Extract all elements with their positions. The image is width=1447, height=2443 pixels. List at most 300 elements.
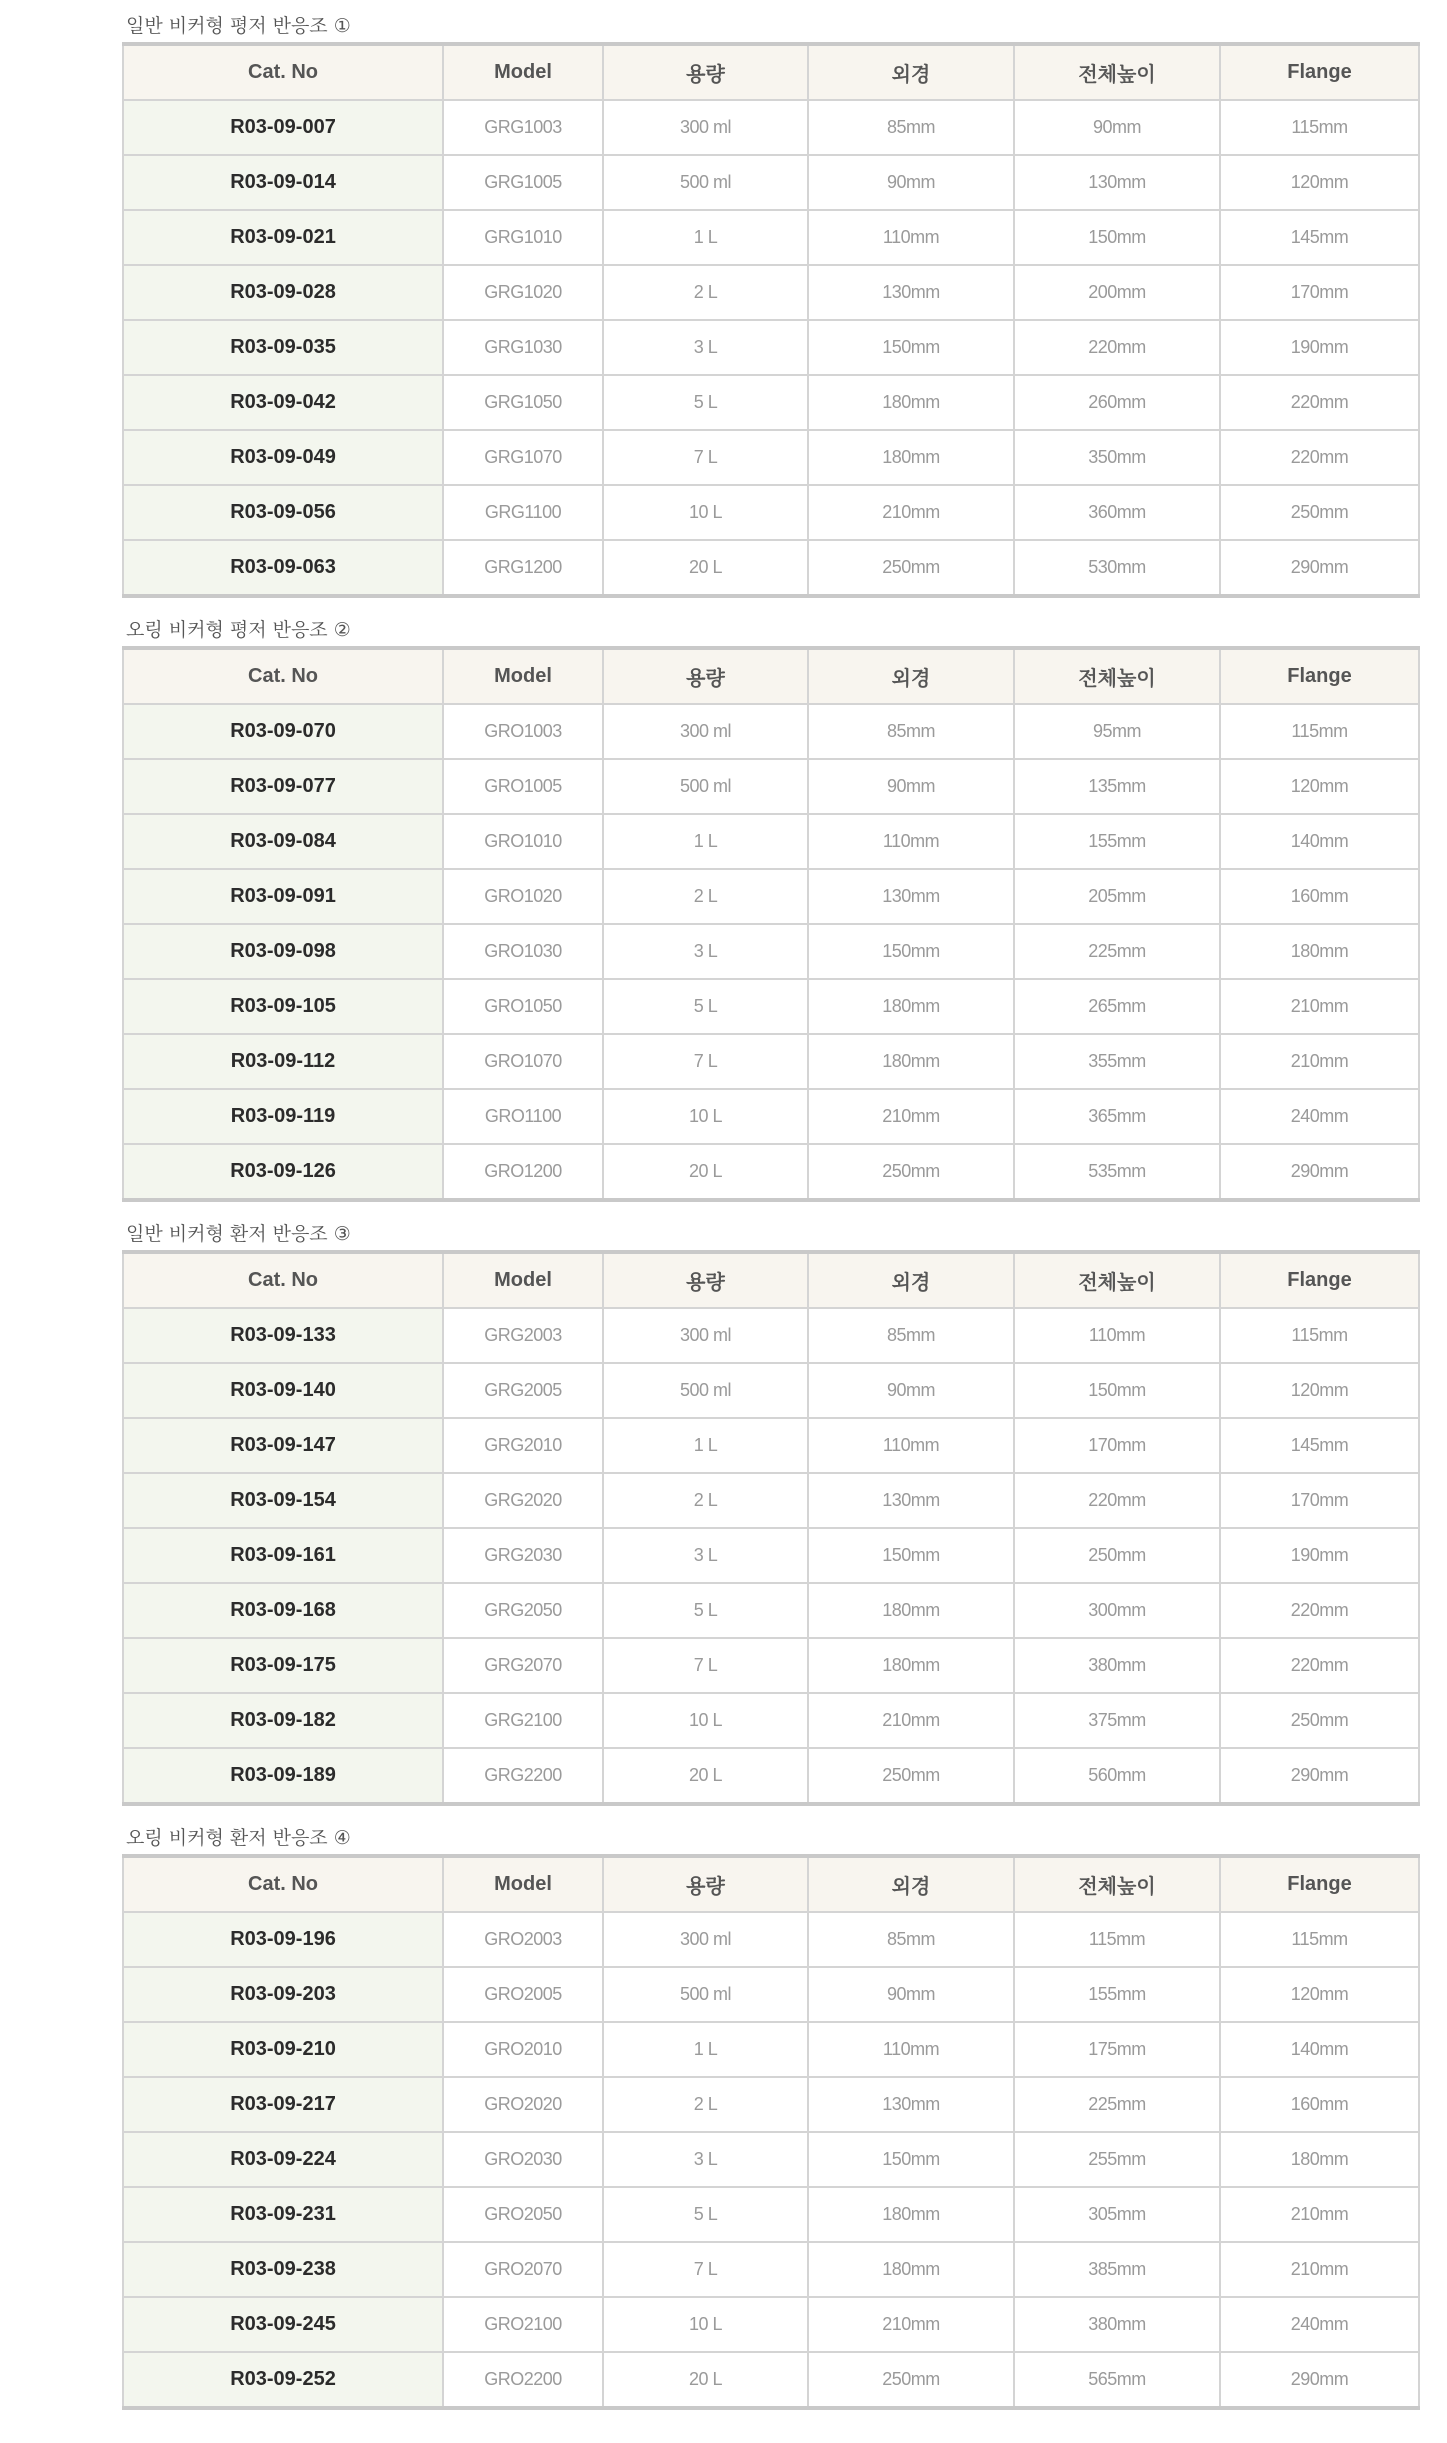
table-row: [123, 1693, 1419, 1748]
cell-cat-no: R03-09-119: [123, 1089, 443, 1144]
cell-cat-no: R03-09-042: [123, 375, 443, 430]
table-row: [123, 1748, 1419, 1804]
cell-capacity: 10 L: [603, 2297, 808, 2352]
cell-flange: 210mm: [1220, 2242, 1419, 2297]
cell-outer-diameter: 150mm: [808, 320, 1014, 375]
cell-outer-diameter: 110mm: [808, 2022, 1014, 2077]
cell-total-height: 380mm: [1014, 1638, 1220, 1693]
table-header: [123, 1856, 1419, 1912]
cell-flange: 290mm: [1220, 1748, 1419, 1804]
cell-flange: 115mm: [1220, 1308, 1419, 1363]
cell-capacity: 1 L: [603, 2022, 808, 2077]
cell-cat-no: R03-09-105: [123, 979, 443, 1034]
cell-cat-no: R03-09-182: [123, 1693, 443, 1748]
cell-outer-diameter: 110mm: [808, 814, 1014, 869]
cell-flange: 170mm: [1220, 1473, 1419, 1528]
column-header-cat-no: Cat. No: [123, 1252, 443, 1308]
cell-outer-diameter: 210mm: [808, 1089, 1014, 1144]
cell-flange: 210mm: [1220, 2187, 1419, 2242]
column-header-cat-no: Cat. No: [123, 44, 443, 100]
cell-model: GRG2003: [443, 1308, 603, 1363]
cell-capacity: 7 L: [603, 1034, 808, 1089]
cell-total-height: 205mm: [1014, 869, 1220, 924]
cell-outer-diameter: 90mm: [808, 155, 1014, 210]
column-header-model: Model: [443, 648, 603, 704]
cell-total-height: 560mm: [1014, 1748, 1220, 1804]
cell-cat-no: R03-09-014: [123, 155, 443, 210]
column-header-flange: Flange: [1220, 44, 1419, 100]
cell-total-height: 130mm: [1014, 155, 1220, 210]
cell-outer-diameter: 180mm: [808, 1583, 1014, 1638]
cell-cat-no: R03-09-049: [123, 430, 443, 485]
cell-outer-diameter: 90mm: [808, 759, 1014, 814]
table-row: [123, 155, 1419, 210]
cell-model: GRO2005: [443, 1967, 603, 2022]
cell-total-height: 115mm: [1014, 1912, 1220, 1967]
cell-cat-no: R03-09-028: [123, 265, 443, 320]
cell-model: GRO1030: [443, 924, 603, 979]
cell-cat-no: R03-09-091: [123, 869, 443, 924]
cell-outer-diameter: 90mm: [808, 1363, 1014, 1418]
cell-capacity: 300 ml: [603, 1912, 808, 1967]
cell-capacity: 1 L: [603, 210, 808, 265]
table-body: [123, 100, 1419, 596]
table-body: [123, 1912, 1419, 2408]
table-row: [123, 2297, 1419, 2352]
cell-model: GRO2050: [443, 2187, 603, 2242]
table-row: [123, 1528, 1419, 1583]
cell-model: GRO2010: [443, 2022, 603, 2077]
cell-capacity: 300 ml: [603, 100, 808, 155]
cell-model: GRG2100: [443, 1693, 603, 1748]
cell-total-height: 360mm: [1014, 485, 1220, 540]
cell-outer-diameter: 250mm: [808, 2352, 1014, 2408]
column-header-total-height: 전체높이: [1014, 648, 1220, 704]
cell-flange: 250mm: [1220, 485, 1419, 540]
cell-flange: 170mm: [1220, 265, 1419, 320]
cell-model: GRO2200: [443, 2352, 603, 2408]
cell-flange: 120mm: [1220, 759, 1419, 814]
cell-flange: 250mm: [1220, 1693, 1419, 1748]
cell-model: GRG1005: [443, 155, 603, 210]
column-header-outer-diameter: 외경: [808, 1856, 1014, 1912]
table-row: [123, 1089, 1419, 1144]
cell-outer-diameter: 90mm: [808, 1967, 1014, 2022]
cell-capacity: 20 L: [603, 1748, 808, 1804]
cell-flange: 190mm: [1220, 1528, 1419, 1583]
spec-table: [122, 1854, 1420, 2410]
cell-flange: 290mm: [1220, 2352, 1419, 2408]
cell-flange: 115mm: [1220, 704, 1419, 759]
cell-outer-diameter: 180mm: [808, 375, 1014, 430]
cell-cat-no: R03-09-070: [123, 704, 443, 759]
cell-model: GRG2050: [443, 1583, 603, 1638]
table-row: [123, 2352, 1419, 2408]
cell-total-height: 95mm: [1014, 704, 1220, 759]
table-row: [123, 759, 1419, 814]
cell-flange: 240mm: [1220, 2297, 1419, 2352]
cell-capacity: 7 L: [603, 430, 808, 485]
cell-outer-diameter: 85mm: [808, 1912, 1014, 1967]
cell-flange: 115mm: [1220, 100, 1419, 155]
cell-flange: 180mm: [1220, 924, 1419, 979]
cell-total-height: 305mm: [1014, 2187, 1220, 2242]
cell-outer-diameter: 180mm: [808, 430, 1014, 485]
header-row: [123, 1252, 1419, 1308]
cell-total-height: 380mm: [1014, 2297, 1220, 2352]
table-row: [123, 540, 1419, 596]
cell-outer-diameter: 150mm: [808, 2132, 1014, 2187]
table-header: [123, 1252, 1419, 1308]
cell-capacity: 2 L: [603, 2077, 808, 2132]
cell-capacity: 300 ml: [603, 1308, 808, 1363]
cell-total-height: 150mm: [1014, 1363, 1220, 1418]
cell-flange: 140mm: [1220, 814, 1419, 869]
cell-flange: 145mm: [1220, 1418, 1419, 1473]
cell-outer-diameter: 180mm: [808, 1638, 1014, 1693]
cell-flange: 210mm: [1220, 1034, 1419, 1089]
cell-model: GRO2100: [443, 2297, 603, 2352]
cell-capacity: 3 L: [603, 1528, 808, 1583]
cell-outer-diameter: 130mm: [808, 265, 1014, 320]
cell-outer-diameter: 130mm: [808, 2077, 1014, 2132]
cell-model: GRG2010: [443, 1418, 603, 1473]
column-header-outer-diameter: 외경: [808, 648, 1014, 704]
cell-total-height: 385mm: [1014, 2242, 1220, 2297]
column-header-model: Model: [443, 1856, 603, 1912]
cell-capacity: 5 L: [603, 375, 808, 430]
column-header-capacity: 용량: [603, 1252, 808, 1308]
table-row: [123, 1638, 1419, 1693]
cell-flange: 120mm: [1220, 155, 1419, 210]
cell-flange: 290mm: [1220, 540, 1419, 596]
cell-outer-diameter: 130mm: [808, 1473, 1014, 1528]
cell-cat-no: R03-09-196: [123, 1912, 443, 1967]
cell-flange: 220mm: [1220, 1583, 1419, 1638]
cell-outer-diameter: 85mm: [808, 1308, 1014, 1363]
table-row: [123, 1967, 1419, 2022]
cell-model: GRG1050: [443, 375, 603, 430]
cell-cat-no: R03-09-154: [123, 1473, 443, 1528]
cell-model: GRO2003: [443, 1912, 603, 1967]
cell-capacity: 500 ml: [603, 155, 808, 210]
cell-model: GRG2070: [443, 1638, 603, 1693]
spec-table: [122, 42, 1420, 598]
column-header-capacity: 용량: [603, 1856, 808, 1912]
cell-total-height: 535mm: [1014, 1144, 1220, 1200]
table-row: [123, 2022, 1419, 2077]
section-title: 오링 비커형 평저 반응조 ②: [126, 619, 351, 641]
cell-flange: 120mm: [1220, 1363, 1419, 1418]
cell-cat-no: R03-09-084: [123, 814, 443, 869]
cell-model: GRG1100: [443, 485, 603, 540]
table-row: [123, 2132, 1419, 2187]
cell-total-height: 565mm: [1014, 2352, 1220, 2408]
cell-model: GRO2030: [443, 2132, 603, 2187]
cell-cat-no: R03-09-210: [123, 2022, 443, 2077]
table-row: [123, 2242, 1419, 2297]
section-title: 일반 비커형 환저 반응조 ③: [126, 1223, 351, 1245]
cell-flange: 140mm: [1220, 2022, 1419, 2077]
cell-total-height: 220mm: [1014, 320, 1220, 375]
table-row: [123, 1583, 1419, 1638]
cell-capacity: 10 L: [603, 485, 808, 540]
cell-total-height: 220mm: [1014, 1473, 1220, 1528]
product-section-2: [122, 612, 1418, 1216]
cell-model: GRO1070: [443, 1034, 603, 1089]
table-header: [123, 648, 1419, 704]
cell-outer-diameter: 85mm: [808, 100, 1014, 155]
spec-sheet: [122, 8, 1418, 2424]
cell-model: GRG2030: [443, 1528, 603, 1583]
table-row: [123, 1363, 1419, 1418]
cell-total-height: 90mm: [1014, 100, 1220, 155]
cell-flange: 115mm: [1220, 1912, 1419, 1967]
cell-outer-diameter: 180mm: [808, 2187, 1014, 2242]
table-row: [123, 1034, 1419, 1089]
cell-capacity: 7 L: [603, 1638, 808, 1693]
column-header-outer-diameter: 외경: [808, 1252, 1014, 1308]
cell-model: GRG1030: [443, 320, 603, 375]
cell-outer-diameter: 210mm: [808, 2297, 1014, 2352]
cell-model: GRG1010: [443, 210, 603, 265]
cell-cat-no: R03-09-231: [123, 2187, 443, 2242]
column-header-capacity: 용량: [603, 44, 808, 100]
cell-capacity: 2 L: [603, 265, 808, 320]
cell-cat-no: R03-09-147: [123, 1418, 443, 1473]
cell-flange: 120mm: [1220, 1967, 1419, 2022]
cell-outer-diameter: 250mm: [808, 1748, 1014, 1804]
cell-cat-no: R03-09-168: [123, 1583, 443, 1638]
cell-model: GRG1200: [443, 540, 603, 596]
table-row: [123, 814, 1419, 869]
cell-capacity: 1 L: [603, 1418, 808, 1473]
cell-model: GRO1003: [443, 704, 603, 759]
cell-flange: 240mm: [1220, 1089, 1419, 1144]
cell-outer-diameter: 180mm: [808, 1034, 1014, 1089]
cell-model: GRO1020: [443, 869, 603, 924]
column-header-capacity: 용량: [603, 648, 808, 704]
cell-total-height: 365mm: [1014, 1089, 1220, 1144]
table-row: [123, 1418, 1419, 1473]
cell-capacity: 20 L: [603, 540, 808, 596]
header-row: [123, 1856, 1419, 1912]
column-header-flange: Flange: [1220, 1856, 1419, 1912]
cell-outer-diameter: 180mm: [808, 979, 1014, 1034]
cell-total-height: 110mm: [1014, 1308, 1220, 1363]
cell-cat-no: R03-09-098: [123, 924, 443, 979]
cell-capacity: 3 L: [603, 320, 808, 375]
cell-cat-no: R03-09-217: [123, 2077, 443, 2132]
table-row: [123, 924, 1419, 979]
section-title: 일반 비커형 평저 반응조 ①: [126, 15, 351, 37]
table-row: [123, 430, 1419, 485]
cell-total-height: 265mm: [1014, 979, 1220, 1034]
cell-flange: 160mm: [1220, 869, 1419, 924]
cell-cat-no: R03-09-133: [123, 1308, 443, 1363]
cell-capacity: 3 L: [603, 2132, 808, 2187]
cell-total-height: 150mm: [1014, 210, 1220, 265]
product-section-1: [122, 8, 1418, 612]
product-section-3: [122, 1216, 1418, 1820]
spec-table: [122, 1250, 1420, 1806]
column-header-cat-no: Cat. No: [123, 1856, 443, 1912]
table-body: [123, 1308, 1419, 1804]
section-title: 오링 비커형 환저 반응조 ④: [126, 1827, 351, 1849]
table-row: [123, 979, 1419, 1034]
table-row: [123, 320, 1419, 375]
table-row: [123, 704, 1419, 759]
cell-total-height: 375mm: [1014, 1693, 1220, 1748]
cell-capacity: 500 ml: [603, 1363, 808, 1418]
cell-total-height: 135mm: [1014, 759, 1220, 814]
cell-flange: 180mm: [1220, 2132, 1419, 2187]
table-row: [123, 869, 1419, 924]
cell-capacity: 5 L: [603, 2187, 808, 2242]
cell-total-height: 175mm: [1014, 2022, 1220, 2077]
table-row: [123, 485, 1419, 540]
cell-cat-no: R03-09-035: [123, 320, 443, 375]
cell-flange: 220mm: [1220, 375, 1419, 430]
cell-capacity: 3 L: [603, 924, 808, 979]
cell-model: GRO1005: [443, 759, 603, 814]
cell-model: GRO1010: [443, 814, 603, 869]
cell-total-height: 155mm: [1014, 1967, 1220, 2022]
cell-total-height: 155mm: [1014, 814, 1220, 869]
column-header-total-height: 전체높이: [1014, 1252, 1220, 1308]
cell-cat-no: R03-09-224: [123, 2132, 443, 2187]
cell-outer-diameter: 110mm: [808, 1418, 1014, 1473]
cell-total-height: 225mm: [1014, 2077, 1220, 2132]
cell-cat-no: R03-09-056: [123, 485, 443, 540]
column-header-flange: Flange: [1220, 1252, 1419, 1308]
product-section-4: [122, 1820, 1418, 2424]
cell-cat-no: R03-09-252: [123, 2352, 443, 2408]
table-header: [123, 44, 1419, 100]
table-row: [123, 265, 1419, 320]
cell-total-height: 355mm: [1014, 1034, 1220, 1089]
table-row: [123, 1473, 1419, 1528]
table-row: [123, 1308, 1419, 1363]
cell-model: GRG2200: [443, 1748, 603, 1804]
cell-cat-no: R03-09-238: [123, 2242, 443, 2297]
cell-cat-no: R03-09-245: [123, 2297, 443, 2352]
table-row: [123, 210, 1419, 265]
cell-cat-no: R03-09-077: [123, 759, 443, 814]
cell-flange: 160mm: [1220, 2077, 1419, 2132]
cell-cat-no: R03-09-007: [123, 100, 443, 155]
cell-total-height: 260mm: [1014, 375, 1220, 430]
table-row: [123, 375, 1419, 430]
cell-model: GRG2020: [443, 1473, 603, 1528]
cell-flange: 220mm: [1220, 1638, 1419, 1693]
column-header-total-height: 전체높이: [1014, 1856, 1220, 1912]
cell-model: GRO1100: [443, 1089, 603, 1144]
column-header-cat-no: Cat. No: [123, 648, 443, 704]
cell-cat-no: R03-09-175: [123, 1638, 443, 1693]
cell-flange: 190mm: [1220, 320, 1419, 375]
column-header-model: Model: [443, 1252, 603, 1308]
cell-model: GRO2070: [443, 2242, 603, 2297]
cell-capacity: 500 ml: [603, 1967, 808, 2022]
cell-total-height: 250mm: [1014, 1528, 1220, 1583]
cell-total-height: 225mm: [1014, 924, 1220, 979]
cell-capacity: 5 L: [603, 979, 808, 1034]
cell-capacity: 20 L: [603, 1144, 808, 1200]
cell-capacity: 10 L: [603, 1089, 808, 1144]
cell-total-height: 255mm: [1014, 2132, 1220, 2187]
cell-flange: 290mm: [1220, 1144, 1419, 1200]
column-header-outer-diameter: 외경: [808, 44, 1014, 100]
cell-total-height: 170mm: [1014, 1418, 1220, 1473]
cell-model: GRO2020: [443, 2077, 603, 2132]
cell-flange: 220mm: [1220, 430, 1419, 485]
cell-total-height: 530mm: [1014, 540, 1220, 596]
cell-outer-diameter: 85mm: [808, 704, 1014, 759]
cell-cat-no: R03-09-112: [123, 1034, 443, 1089]
header-row: [123, 648, 1419, 704]
cell-capacity: 300 ml: [603, 704, 808, 759]
cell-model: GRG2005: [443, 1363, 603, 1418]
cell-cat-no: R03-09-203: [123, 1967, 443, 2022]
cell-outer-diameter: 210mm: [808, 485, 1014, 540]
cell-flange: 210mm: [1220, 979, 1419, 1034]
cell-model: GRG1003: [443, 100, 603, 155]
cell-capacity: 7 L: [603, 2242, 808, 2297]
table-row: [123, 100, 1419, 155]
table-row: [123, 1912, 1419, 1967]
cell-outer-diameter: 150mm: [808, 1528, 1014, 1583]
cell-capacity: 10 L: [603, 1693, 808, 1748]
cell-capacity: 1 L: [603, 814, 808, 869]
column-header-model: Model: [443, 44, 603, 100]
table-body: [123, 704, 1419, 1200]
cell-capacity: 2 L: [603, 1473, 808, 1528]
cell-model: GRG1070: [443, 430, 603, 485]
table-row: [123, 2077, 1419, 2132]
cell-total-height: 350mm: [1014, 430, 1220, 485]
spec-table: [122, 646, 1420, 1202]
cell-outer-diameter: 150mm: [808, 924, 1014, 979]
cell-capacity: 5 L: [603, 1583, 808, 1638]
header-row: [123, 44, 1419, 100]
column-header-flange: Flange: [1220, 648, 1419, 704]
cell-outer-diameter: 250mm: [808, 540, 1014, 596]
cell-cat-no: R03-09-126: [123, 1144, 443, 1200]
cell-model: GRO1200: [443, 1144, 603, 1200]
cell-cat-no: R03-09-140: [123, 1363, 443, 1418]
cell-capacity: 20 L: [603, 2352, 808, 2408]
column-header-total-height: 전체높이: [1014, 44, 1220, 100]
cell-outer-diameter: 130mm: [808, 869, 1014, 924]
cell-cat-no: R03-09-021: [123, 210, 443, 265]
cell-capacity: 500 ml: [603, 759, 808, 814]
cell-total-height: 300mm: [1014, 1583, 1220, 1638]
cell-outer-diameter: 250mm: [808, 1144, 1014, 1200]
cell-flange: 145mm: [1220, 210, 1419, 265]
cell-total-height: 200mm: [1014, 265, 1220, 320]
table-row: [123, 1144, 1419, 1200]
cell-capacity: 2 L: [603, 869, 808, 924]
cell-outer-diameter: 110mm: [808, 210, 1014, 265]
cell-cat-no: R03-09-161: [123, 1528, 443, 1583]
table-row: [123, 2187, 1419, 2242]
cell-outer-diameter: 210mm: [808, 1693, 1014, 1748]
cell-outer-diameter: 180mm: [808, 2242, 1014, 2297]
cell-model: GRO1050: [443, 979, 603, 1034]
cell-cat-no: R03-09-189: [123, 1748, 443, 1804]
cell-cat-no: R03-09-063: [123, 540, 443, 596]
